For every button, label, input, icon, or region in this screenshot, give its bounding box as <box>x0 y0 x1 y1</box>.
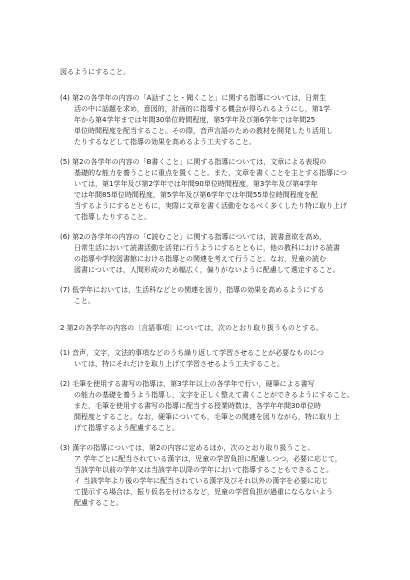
text-line: (1) 音声，文字，文法的事項などのうち繰り返して学習させることが必要なものにつ <box>60 349 324 357</box>
text-line: (3) 漢字の指導については，第2の内容に定めるほか，次のとおり取り扱うこと。 <box>60 444 315 452</box>
text-line: (5) 第2の各学年の内容の「B書くこと」に関する指導については，文章による表現の <box>60 158 327 166</box>
text-line: て提示する場合は，振り仮名を付けるなど，児童の学習負担が過重にならないよう <box>74 488 333 496</box>
text-line: イ 当該学年より後の学年に配当されている漢字及びそれ以外の漢字を必要に応じ <box>74 477 329 485</box>
text-line: また，毛筆を使用する書写の指導に配当する授業時数は，各学年年間30単位時 <box>74 402 321 410</box>
text-line: 単位時間程度を配当すること。その際，音声言語のための教材を開発したり活用し <box>74 127 333 135</box>
text-line: (7) 低学年においては，生活科などとの関連を図り，指導の効果を高めるようにする <box>60 286 325 294</box>
text-line: こと。 <box>74 297 95 305</box>
text-line: たりするなどして指導の効果を高めるよう工夫すること。 <box>74 138 256 146</box>
section-heading: 2 第2の各学年の内容の〔言語事項〕については，次のとおり取り扱うものとする。 <box>60 324 323 332</box>
text-line: 基礎的な能力を養うことに重点を置くこと。また，文章を書くことを主とする指導につ <box>74 169 347 177</box>
text-line: て指導したりすること。 <box>74 213 151 221</box>
text-line: 図書については，人間形成のため幅広く，偏りがないように配慮して選定すること。 <box>74 266 340 274</box>
text-line: いては，特にそれだけを取り上げて学習させるよう工夫すること。 <box>74 360 284 368</box>
text-line: 当するようにするとともに，実際に文章を書く活動をなるべく多くしたり特に取り上げ <box>74 202 347 210</box>
text-line: では年間85単位時間程度，第5学年及び第6学年では年間55単位時間程度を配 <box>74 191 318 199</box>
text-line: (2) 毛筆を使用する書写の指導は，第3学年以上の各学年で行い，硬筆による書写 <box>60 380 315 388</box>
text-line: 配慮すること。 <box>74 499 123 507</box>
text-line: 日常生活において読書活動を活発に行うようにするとともに，他の教科における読書 <box>74 244 340 252</box>
text-line: の能力の基礎を養うよう指導し，文字を正しく整えて書くことができるようにすること。 <box>74 391 354 399</box>
text-line: (6) 第2の各学年の内容の「C読むこと」に関する指導については，読書意欲を高め， <box>60 233 327 241</box>
text-line: の指導や学校図書館における指導との関連を考えて行うこと。なお，児童の読む <box>74 255 326 263</box>
text-line: ア 学年ごとに配当されている漢字は，児童の学習負担に配慮しつつ，必要に応じて， <box>74 455 342 463</box>
text-line: 当該学年以前の学年又は当該学年以降の学年において指導することもできること。 <box>74 466 333 474</box>
text-line: 活の中に話題を求め，意図的，計画的に指導する機会が得られるようにし，第1学 <box>74 105 331 113</box>
text-line: げて指導するよう配慮すること。 <box>74 424 179 432</box>
text-line: いては，第1学年及び第2学年では年間90単位時間程度，第3学年及び第4学年 <box>74 180 318 188</box>
text-line: 図るようにすること。 <box>60 68 130 76</box>
text-line: (4) 第2の各学年の内容の「A話すこと・聞くこと」に関する指導については，日常生 <box>60 94 327 102</box>
text-line: 年から第4学年までは年間30単位時間程度，第5学年及び第6学年では年間25 <box>74 116 316 124</box>
text-line: 間程度とすること。なお，硬筆についても，毛筆との関連を図りながら，特に取り上 <box>74 413 340 421</box>
